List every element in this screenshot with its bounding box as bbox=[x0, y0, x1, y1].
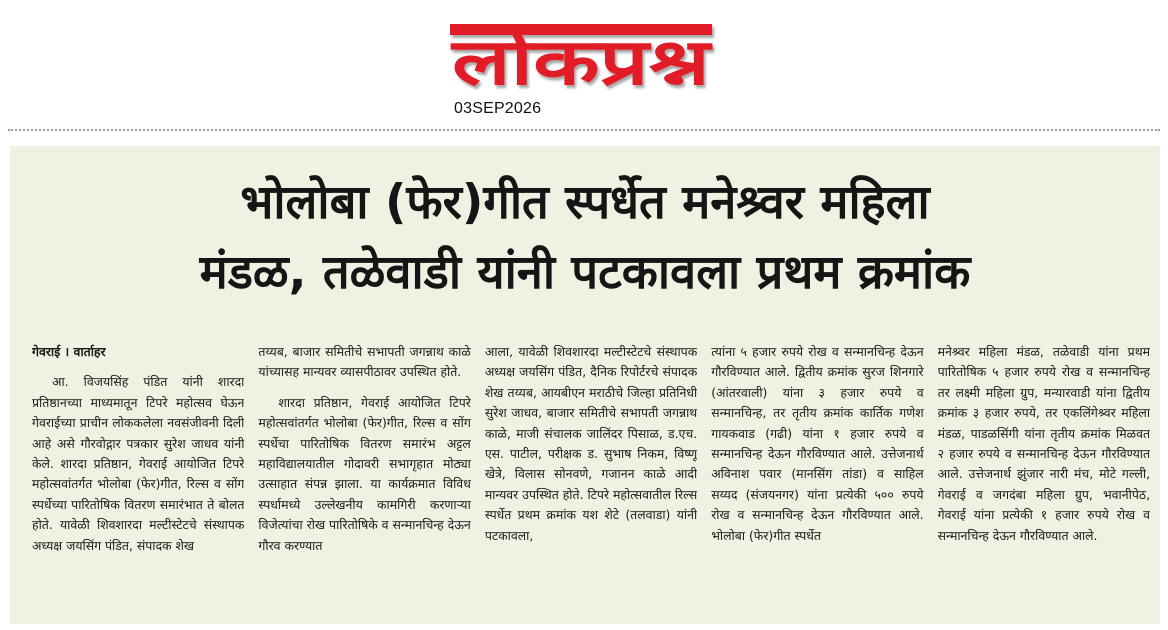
dateline: गेवराई । वार्ताहर bbox=[32, 344, 106, 359]
headline-line-2: मंडळ, तळेवाडी यांनी पटकावला प्रथम क्रमांक bbox=[199, 245, 971, 300]
article-column-5 bbox=[938, 342, 1150, 620]
article-paragraph: तय्यब, बाजार समितीचे सभापती जगन्नाथ काळे यांच्यासह मान्यवर व्यासपीठावर उपस्थित होते. bbox=[258, 344, 471, 380]
newspaper-logo bbox=[446, 4, 721, 96]
dotted-divider bbox=[8, 129, 1160, 133]
article-paragraph: आला, यावेळी शिवशारदा मल्टीस्टेटचे संस्थापक अध्यक्ष जयसिंग पंडित, दैनिक रिपोर्टरचे संपादक शेख तय्यब, आयबीएन मराठीचे जिल्हा प्रतिनिधी सुरेश जाधव, बाजार समितीचे सभापती जगन्नाथ काळे, माजी संचालक जालिंदर पिसाळ, ड.एच. एस. पाटील, परीक्षक ड. सुभाष निकम, विष्णू खेत्रे, विलास सोनवणे, गजानन काळे आदी मान्यवर उपस्थित होते. टिपरे महोत्सवातील रिल्स स्पर्धेत प्रथम क्रमांक यश शेटे (तलवाडा) यांनी पटकावला, bbox=[484, 344, 698, 543]
edition-date: 03SEP2026 bbox=[454, 100, 542, 117]
newspaper-logo-graphic bbox=[446, 4, 721, 96]
article-paragraph: शारदा प्रतिष्ठान, गेवराई आयोजित टिपरे महोत्सवांतर्गत भोलोबा (फेर)गीत, रिल्स व सोंग स्पर्धेचा पारितोषिक वितरण समारंभ अट्टल महाविद्यालयातील गोदावरी सभागृहात मोठ्या उत्साहात संपन्न झाला. या कार्यक्रमात विविध स्पर्धामध्ये उल्लेखनीय कामगिरी करणाऱ्या विजेत्यांचा रोख पारितोषिके व सन्मानचिन्ह देऊन गौरव करण्यात bbox=[258, 394, 471, 553]
article-column-3 bbox=[485, 342, 697, 620]
article-column-2 bbox=[258, 342, 470, 620]
article-paragraph: मनेश्र्वर महिला मंडळ, तळेवाडी यांना प्रथम पारितोषिक ५ हजार रुपये रोख व सन्मानचिन्ह तर लक्ष्मी महिला ग्रुप, मन्यारवाडी यांना द्वितीय क्रमांक ३ हजार रुपये, तर एकलिंगेश्र्वर महिला मंडळ, पाडळसिंगी यांना तृतीय क्रमांक मिळवत २ हजार रुपये व सन्मानचिन्ह देऊन गौरविण्यात आले. उत्तेजनार्थ झुंजार नारी मंच, मोटे गल्ली, गेवराई व जगदंबा महिला ग्रुप, भवानीपेठ, गेवराई यांना प्रत्येकी १ हजार रुपये रोख व सन्मानचिन्ह देऊन गौरविण्यात आले. bbox=[937, 344, 1151, 543]
article-paragraph: आ. विजयसिंह पंडित यांनी शारदा प्रतिष्ठानच्या माध्यमातून टिपरे महोत्सव घेऊन गेवराईच्या प्राचीन लोककलेला नवसंजीवनी दिली आहे असे गौरवोद्गार पत्रकार सुरेश जाधव यांनी केले. शारदा प्रतिष्ठान, गेवराई आयोजित टिपरे महोत्सवांतर्गत भोलोबा (फेर)गीत, रिल्स व सोंग स्पर्धेच्या पारितोषिक वितरण समारंभात ते बोलत होते. यावेळी शिवशारदा मल्टीस्टेटचे संस्थापक अध्यक्ष जयसिंग पंडित, संपादक शेख bbox=[32, 374, 245, 553]
article-headline bbox=[10, 168, 1160, 308]
article-column-1 bbox=[32, 342, 244, 620]
headline-line-1: भोलोबा (फेर)गीत स्पर्धेत मनेश्र्वर महिला bbox=[240, 175, 930, 230]
article-paragraph: त्यांना ५ हजार रुपये रोख व सन्मानचिन्ह देऊन गौरविण्यात आले. द्वितीय क्रमांक सुरज शिनगारे (आंतरवाली) यांना ३ हजार रुपये व सन्मानचिन्ह, तर तृतीय क्रमांक कार्तिक गणेश गायकवाड (गढी) यांना १ हजार रुपये व सन्मानचिन्ह देऊन गौरविण्यात आले. उत्तेजनार्थ अविनाश पवार (मानसिंग तांडा) व साहिल सय्यद (संजयनगर) यांना प्रत्येकी ५०० रुपये रोख व सन्मानचिन्ह देऊन गौरविण्यात आले. भोलोबा (फेर)गीत स्पर्धेत bbox=[711, 344, 924, 543]
article-column-4 bbox=[711, 342, 923, 620]
news-article bbox=[10, 146, 1160, 624]
article-body bbox=[32, 342, 1150, 620]
logo-text: लोकप्रश्न bbox=[452, 26, 643, 96]
masthead bbox=[0, 0, 1168, 128]
